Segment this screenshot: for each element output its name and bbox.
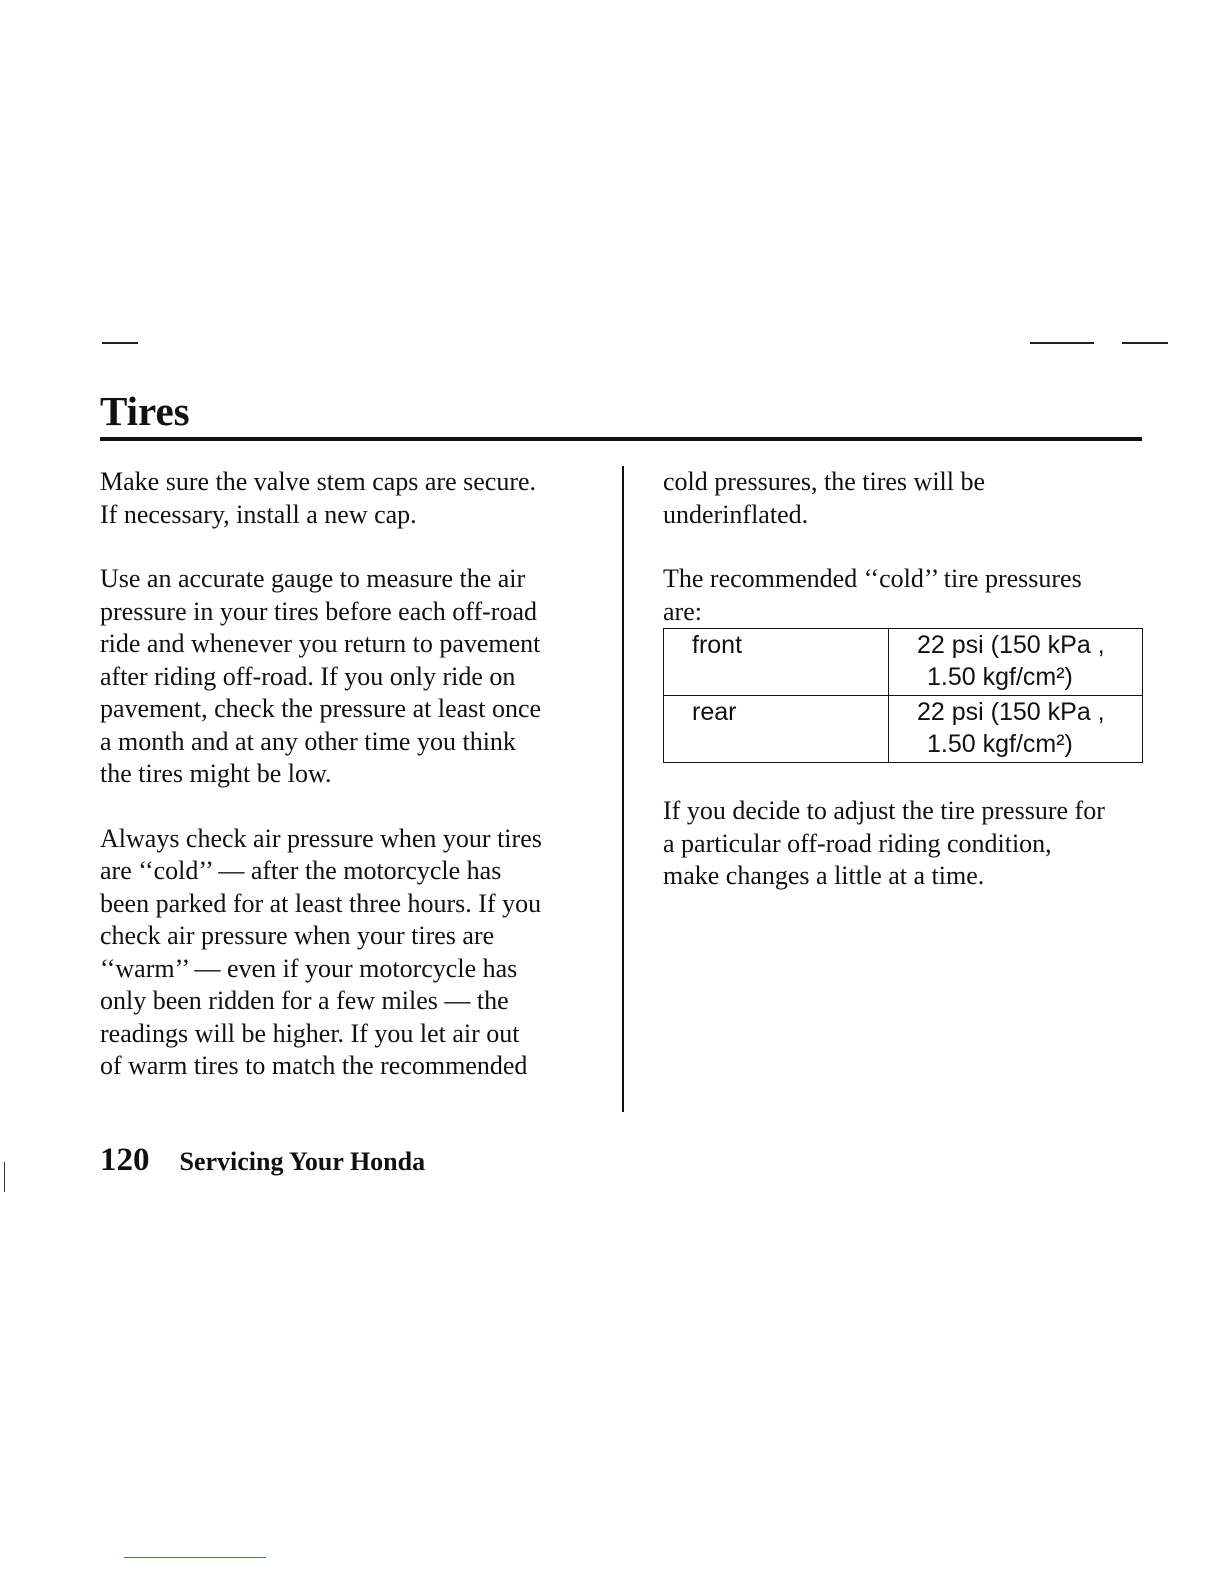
page-footer (100, 1142, 425, 1179)
table-row-front (664, 629, 1143, 696)
page-title: Tires (100, 388, 190, 434)
pressure-value-line2: 1.50 kgf/cm²) (927, 663, 1073, 691)
pressure-value-line1: 22 psi (150 kPa , (917, 698, 1105, 726)
header-tick-left (102, 342, 138, 344)
left-column (100, 466, 600, 1115)
paragraph-valve-caps: Make sure the valve stem caps are secure. If necessary, install a new cap. (100, 467, 537, 529)
table-row-rear (664, 696, 1143, 763)
table-cell-pressure (889, 629, 1143, 696)
paragraph-adjust: If you decide to adjust the tire pressure for a particular off-road riding condition, make changes a little at a time. (663, 796, 1105, 890)
title-underline (100, 437, 1142, 441)
bottom-rule (124, 1557, 266, 1558)
margin-mark (4, 1162, 5, 1192)
page-number: 120 (100, 1142, 150, 1178)
pressure-value-line1: 22 psi (150 kPa , (917, 631, 1105, 659)
paragraph-underinflated: cold pressures, the tires will be underinflated. (663, 467, 986, 529)
header-tick-right (1030, 342, 1094, 344)
paragraph-recommended: The recommended ‘‘cold’’ tire pressures are: (663, 564, 1082, 626)
column-divider (622, 466, 624, 1112)
table-cell-position: front (664, 629, 889, 696)
paragraph-gauge: Use an accurate gauge to measure the air pressure in your tires before each off-road ride and whenever you return to pavement after riding off-road. If you only ride on pavement, check the pressure at least once a month and at any other time you think the tires might be low. (100, 564, 542, 788)
table-cell-position: rear (664, 696, 889, 763)
right-column (663, 466, 1153, 925)
tire-pressure-table (663, 628, 1143, 763)
header-tick-right-outer (1122, 342, 1168, 344)
paragraph-cold-check: Always check air pressure when your tires are ‘‘cold’’ — after the motorcycle has been parked for at least three hours. If you check air pressure when your tires are ‘‘warm’’ — even if your motorcycle has only been ridden for a few miles — the readings will be higher. If you let air out of warm tires to match the recommended (100, 823, 542, 1080)
pressure-value-line2: 1.50 kgf/cm²) (927, 730, 1073, 758)
footer-section-name: Servicing Your Honda (179, 1147, 426, 1176)
table-cell-pressure (889, 696, 1143, 763)
